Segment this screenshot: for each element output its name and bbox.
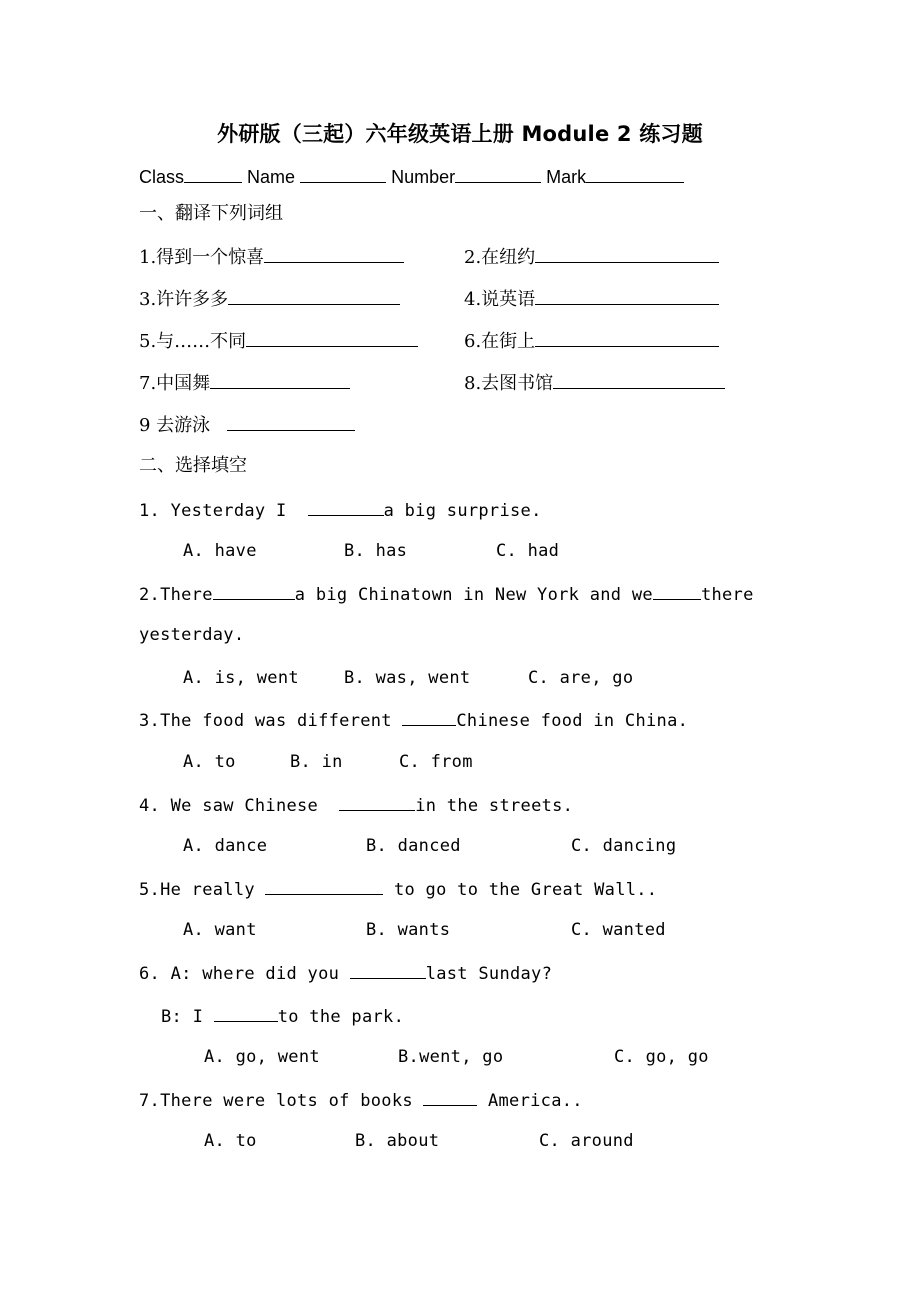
option-a[interactable]: A. is, went	[183, 668, 299, 688]
item-text: 2.在纽约	[464, 247, 536, 268]
option-b[interactable]: B. has	[344, 541, 408, 561]
stem-text: there	[700, 585, 754, 605]
class-blank[interactable]	[184, 164, 242, 183]
item-text: 8.去图书馆	[464, 373, 554, 394]
page-title: 外研版（三起）六年级英语上册 Module 2 练习题	[217, 122, 703, 146]
option-a[interactable]: A. have	[183, 541, 257, 561]
answer-blank[interactable]	[227, 412, 355, 431]
translate-item	[464, 286, 719, 312]
stem-text: Chinese food in China.	[456, 711, 689, 731]
option-b[interactable]: B. was, went	[344, 668, 471, 688]
answer-blank[interactable]	[653, 581, 701, 600]
answer-blank[interactable]	[214, 1003, 278, 1022]
item-text: 9 去游泳	[139, 415, 211, 436]
option-b[interactable]: B. wants	[366, 920, 451, 940]
answer-blank[interactable]	[213, 581, 295, 600]
question-stem	[139, 876, 657, 902]
stem-text: a big Chinatown in New York and we	[294, 585, 653, 605]
translate-item	[139, 412, 355, 438]
stem-text: 5.He really	[139, 880, 266, 900]
option-b[interactable]: B.went, go	[398, 1047, 504, 1067]
answer-blank[interactable]	[339, 792, 415, 811]
option-b[interactable]: B. about	[355, 1131, 440, 1151]
stem-text: to the park.	[277, 1007, 405, 1027]
class-label: Class	[139, 167, 185, 187]
translate-item	[139, 244, 404, 270]
option-b[interactable]: B. danced	[366, 836, 461, 856]
answer-blank[interactable]	[210, 370, 350, 389]
stem-text: last Sunday?	[425, 964, 553, 984]
answer-blank[interactable]	[553, 370, 725, 389]
stem-text: 1. Yesterday I	[139, 501, 298, 521]
translate-item	[464, 328, 719, 354]
translate-item	[139, 286, 400, 312]
answer-blank[interactable]	[246, 328, 418, 347]
stem-text: 6. A: where did you	[139, 964, 350, 984]
stem-text: to go to the Great Wall..	[383, 880, 658, 900]
translate-item	[139, 328, 418, 354]
option-a[interactable]: A. want	[183, 920, 257, 940]
section1-heading: 一、翻译下列词组	[139, 203, 283, 224]
option-c[interactable]: C. had	[496, 541, 560, 561]
option-b[interactable]: B. in	[290, 752, 343, 772]
stem-text: 2.There	[139, 585, 213, 605]
answer-blank[interactable]	[402, 707, 456, 726]
mark-label: Mark	[546, 167, 587, 187]
item-text: 3.许许多多	[139, 289, 229, 310]
info-line	[139, 164, 684, 189]
question-stem	[139, 497, 542, 523]
option-c[interactable]: C. dancing	[571, 836, 677, 856]
stem-text: 4. We saw Chinese	[139, 796, 329, 816]
question-stem-cont: yesterday.	[139, 625, 245, 645]
answer-blank[interactable]	[265, 876, 383, 895]
option-a[interactable]: A. go, went	[204, 1047, 320, 1067]
option-a[interactable]: A. to	[183, 752, 236, 772]
item-text: 7.中国舞	[139, 373, 211, 394]
answer-blank[interactable]	[308, 497, 384, 516]
number-blank[interactable]	[455, 164, 541, 183]
question-stem-b	[161, 1003, 404, 1029]
option-c[interactable]: C. are, go	[528, 668, 634, 688]
question-stem	[139, 581, 754, 607]
translate-item	[464, 244, 719, 270]
answer-blank[interactable]	[350, 960, 426, 979]
answer-blank[interactable]	[264, 244, 404, 263]
answer-blank[interactable]	[423, 1087, 477, 1106]
question-stem	[139, 707, 688, 733]
question-stem	[139, 960, 552, 986]
option-a[interactable]: A. dance	[183, 836, 268, 856]
question-stem	[139, 792, 573, 818]
stem-text: 3.The food was different	[139, 711, 403, 731]
option-a[interactable]: A. to	[204, 1131, 257, 1151]
section2-heading: 二、选择填空	[139, 455, 247, 476]
stem-text: America..	[477, 1091, 583, 1111]
answer-blank[interactable]	[535, 286, 719, 305]
name-blank[interactable]	[300, 164, 386, 183]
option-c[interactable]: C. from	[399, 752, 473, 772]
item-text: 1.得到一个惊喜	[139, 247, 265, 268]
translate-item	[464, 370, 725, 396]
answer-blank[interactable]	[228, 286, 400, 305]
stem-text: B: I	[161, 1007, 214, 1027]
stem-text: in the streets.	[415, 796, 574, 816]
answer-blank[interactable]	[535, 244, 719, 263]
mark-blank[interactable]	[586, 164, 684, 183]
option-c[interactable]: C. go, go	[614, 1047, 709, 1067]
item-text: 5.与……不同	[139, 331, 247, 352]
number-label: Number	[391, 167, 456, 187]
option-c[interactable]: C. wanted	[571, 920, 666, 940]
item-text: 4.说英语	[464, 289, 536, 310]
item-text: 6.在街上	[464, 331, 536, 352]
translate-item	[139, 370, 350, 396]
option-c[interactable]: C. around	[539, 1131, 634, 1151]
name-label: Name	[247, 167, 296, 187]
stem-text: 7.There were lots of books	[139, 1091, 424, 1111]
answer-blank[interactable]	[535, 328, 719, 347]
stem-text: a big surprise.	[383, 501, 542, 521]
question-stem	[139, 1087, 583, 1113]
